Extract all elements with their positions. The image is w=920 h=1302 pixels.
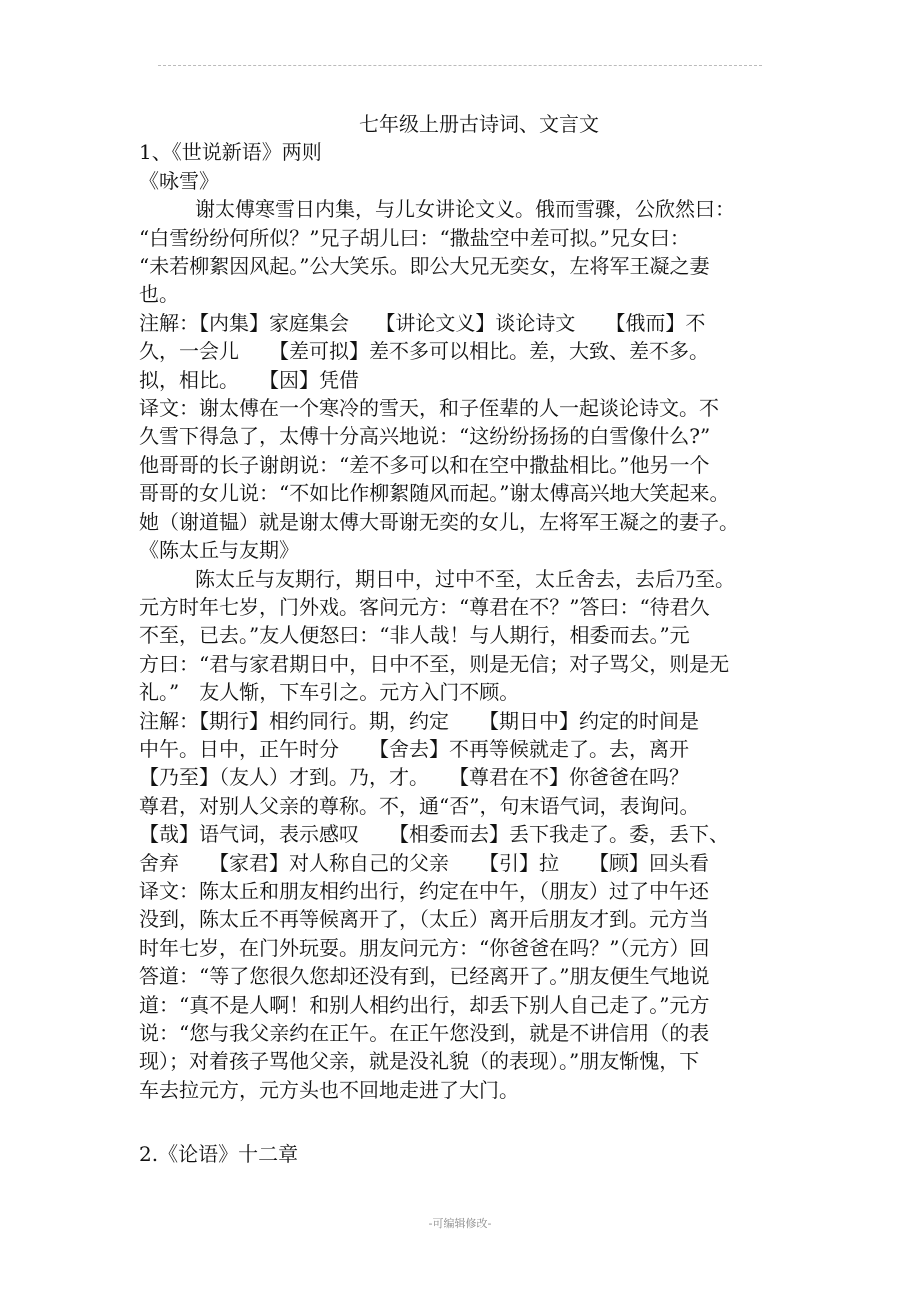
translation-line: 说：“您与我父亲约在正午。在正午您没到，就是不讲信用（的表 bbox=[139, 1021, 710, 1045]
note-line: 【哉】语气词，表示感叹 【相委而去】丢下我走了。委，丢下、 bbox=[139, 822, 729, 847]
translation-line: 车去拉元方，元方头也不回地走进了大门。 bbox=[139, 1077, 519, 1102]
text-line: “白雪纷纷何所似？”兄子胡儿曰：“撒盐空中差可拟。”兄女曰： bbox=[139, 225, 690, 250]
text-line: 礼。” 友人惭，下车引之。元方入门不顾。 bbox=[139, 680, 520, 705]
section-heading: 1、《世说新语》两则 bbox=[139, 140, 322, 165]
blank-line bbox=[139, 1104, 799, 1132]
note-line: 久，一会儿 【差可拟】差不多可以相比。差，大致、差不多。 bbox=[139, 339, 709, 364]
story1-text bbox=[139, 195, 799, 309]
story-title: 《咏雪》 bbox=[139, 168, 219, 193]
translation-line: 他哥哥的长子谢朗说：“差不多可以和在空中撒盐相比。”他另一个 bbox=[139, 452, 710, 477]
note-line: 舍弃 【家君】对人称自己的父亲 【引】拉 【顾】回头看 bbox=[139, 850, 709, 875]
note-line: 注解：【内集】家庭集会 【讲论文义】谈论诗文 【俄而】不 bbox=[139, 310, 706, 335]
page-title: 七年级上册古诗词、文言文 bbox=[359, 112, 599, 136]
translation-line: 译文：谢太傅在一个寒冷的雪天，和子侄辈的人一起谈论诗文。不 bbox=[139, 396, 719, 421]
story-title: 《陈太丘与友期》 bbox=[139, 538, 299, 563]
text-line: 也。 bbox=[139, 282, 179, 307]
translation-line: 道：“真不是人啊！和别人相约出行，却丢下别人自己走了。”元方 bbox=[139, 992, 710, 1017]
translation-line: 现）；对着孩子骂他父亲，就是没礼貌（的表现）。”朋友惭愧，下 bbox=[139, 1049, 700, 1074]
story2-translation bbox=[139, 877, 799, 1104]
document-body bbox=[139, 110, 799, 1169]
note-line: 拟，相比。 【因】凭借 bbox=[139, 367, 359, 392]
translation-line: 久雪下得急了，太傅十分高兴地说：“这纷纷扬扬的白雪像什么?” bbox=[139, 424, 711, 449]
translation-line: 哥哥的女儿说：“不如比作柳絮随风而起。”谢太傅高兴地大笑起来。 bbox=[139, 481, 730, 506]
story2-notes bbox=[139, 707, 799, 877]
translation-line: 译文：陈太丘和朋友相约出行，约定在中午，（朋友）过了中午还 bbox=[139, 878, 709, 903]
translation-line: 时年七岁，在门外玩耍。朋友问元方：“你爸爸在吗？”（元方）回 bbox=[139, 935, 710, 960]
story2-text bbox=[139, 565, 799, 707]
translation-line: 答道：“等了您很久您却还没有到，已经离开了。”朋友便生气地说 bbox=[139, 964, 710, 989]
header-rule bbox=[158, 65, 762, 66]
story1-notes bbox=[139, 309, 799, 394]
text-line: “未若柳絮因风起。”公大笑乐。即公大兄无奕女，左将军王凝之妻 bbox=[139, 254, 710, 279]
story1-translation bbox=[139, 394, 799, 536]
page-footer: -可编辑修改- bbox=[428, 1217, 492, 1230]
section-heading: 2.《论语》十二章 bbox=[139, 1142, 299, 1167]
note-line: 中午。日中，正午时分 【舍去】不再等候就走了。去，离开 bbox=[139, 736, 689, 761]
note-line: 【乃至】（友人）才到。乃，才。 【尊君在不】你爸爸在吗？ bbox=[139, 765, 689, 790]
text-line: 不至，已去。”友人便怒曰：“非人哉！与人期行，相委而去。”元 bbox=[139, 623, 690, 648]
text-line: 方曰：“君与家君期日中，日中不至，则是无信；对子骂父，则是无 bbox=[139, 651, 730, 676]
translation-line: 她（谢道韫）就是谢太傅大哥谢无奕的女儿，左将军王凝之的妻子。 bbox=[139, 509, 739, 534]
text-line: 谢太傅寒雪日内集，与儿女讲论文义。俄而雪骤，公欣然曰： bbox=[195, 197, 735, 222]
translation-line: 没到，陈太丘不再等候离开了，（太丘）离开后朋友才到。元方当 bbox=[139, 907, 709, 932]
text-line: 元方时年七岁，门外戏。客问元方：“尊君在不？”答曰：“待君久 bbox=[139, 594, 710, 619]
note-line: 注解：【期行】相约同行。期，约定 【期日中】约定的时间是 bbox=[139, 708, 699, 733]
note-line: 尊君，对别人父亲的尊称。不，通“否”，句末语气词，表询问。 bbox=[139, 793, 700, 818]
text-line: 陈太丘与友期行，期日中，过中不至，太丘舍去，去后乃至。 bbox=[195, 566, 735, 591]
